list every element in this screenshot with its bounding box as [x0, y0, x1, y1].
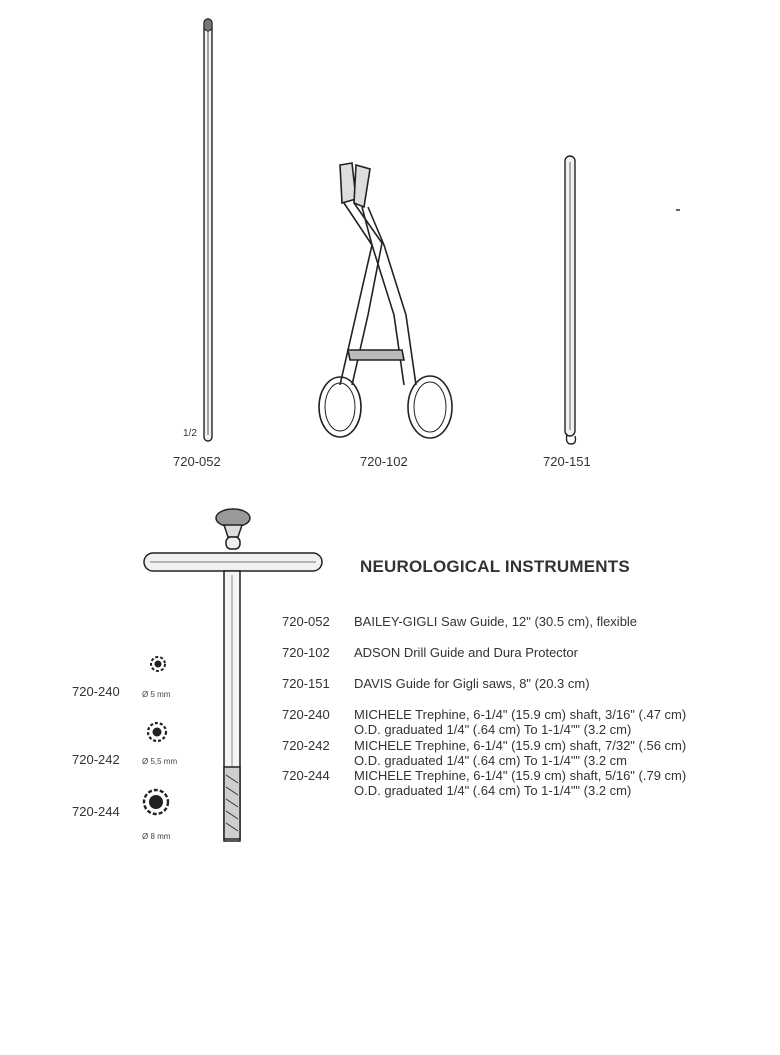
catalog-description-line2: O.D. graduated 1/4" (.64 cm) To 1-1/4"" (3.2 cm): [354, 722, 632, 737]
trephine-size-720-244: Ø 8 mm: [142, 832, 171, 841]
trephine-section-5-5mm: [146, 721, 170, 745]
saw-guide-illustration: [198, 15, 218, 445]
catalog-code: 720-240: [282, 707, 330, 722]
catalog-description: MICHELE Trephine, 6-1/4" (15.9 cm) shaft, 7/32" (.56 cm): [354, 738, 687, 753]
catalog-description: DAVIS Guide for Gigli saws, 8" (20.3 cm): [354, 676, 590, 691]
davis-guide-illustration: [561, 152, 581, 447]
figure-label-720-151: 720-151: [543, 454, 591, 469]
figure-label-720-102: 720-102: [360, 454, 408, 469]
small-mark: [676, 209, 682, 213]
catalog-code: 720-052: [282, 614, 330, 629]
trephine-code-720-244: 720-244: [72, 804, 120, 819]
catalog-description-line2: O.D. graduated 1/4" (.64 cm) To 1-1/4"" (3.2 cm): [354, 783, 632, 798]
trephine-size-720-240: Ø 5 mm: [142, 690, 171, 699]
trephine-section-8mm: [142, 788, 172, 818]
trephine-section-5mm: [149, 655, 169, 675]
catalog-code: 720-242: [282, 738, 330, 753]
trephine-code-720-240: 720-240: [72, 684, 120, 699]
catalog-code: 720-102: [282, 645, 330, 660]
catalog-description: BAILEY-GIGLI Saw Guide, 12" (30.5 cm), flexible: [354, 614, 638, 629]
catalog-description: MICHELE Trephine, 6-1/4" (15.9 cm) shaft, 5/16" (.79 cm): [354, 768, 687, 783]
page-title: NEUROLOGICAL INSTRUMENTS: [360, 557, 630, 576]
drill-guide-illustration: [312, 155, 462, 445]
figure-label-720-052: 720-052: [173, 454, 221, 469]
catalog-code: 720-151: [282, 676, 330, 691]
trephine-size-720-242: Ø 5,5 mm: [142, 757, 178, 766]
catalog-code: 720-244: [282, 768, 330, 783]
scale-mark: 1/2: [183, 428, 197, 439]
catalog-description: ADSON Drill Guide and Dura Protector: [354, 645, 578, 660]
catalog-description: MICHELE Trephine, 6-1/4" (15.9 cm) shaft, 3/16" (.47 cm): [354, 707, 687, 722]
trephine-code-720-242: 720-242: [72, 752, 120, 767]
catalog-description-line2: O.D. graduated 1/4" (.64 cm) To 1-1/4"" (3.2 cm: [354, 753, 627, 768]
